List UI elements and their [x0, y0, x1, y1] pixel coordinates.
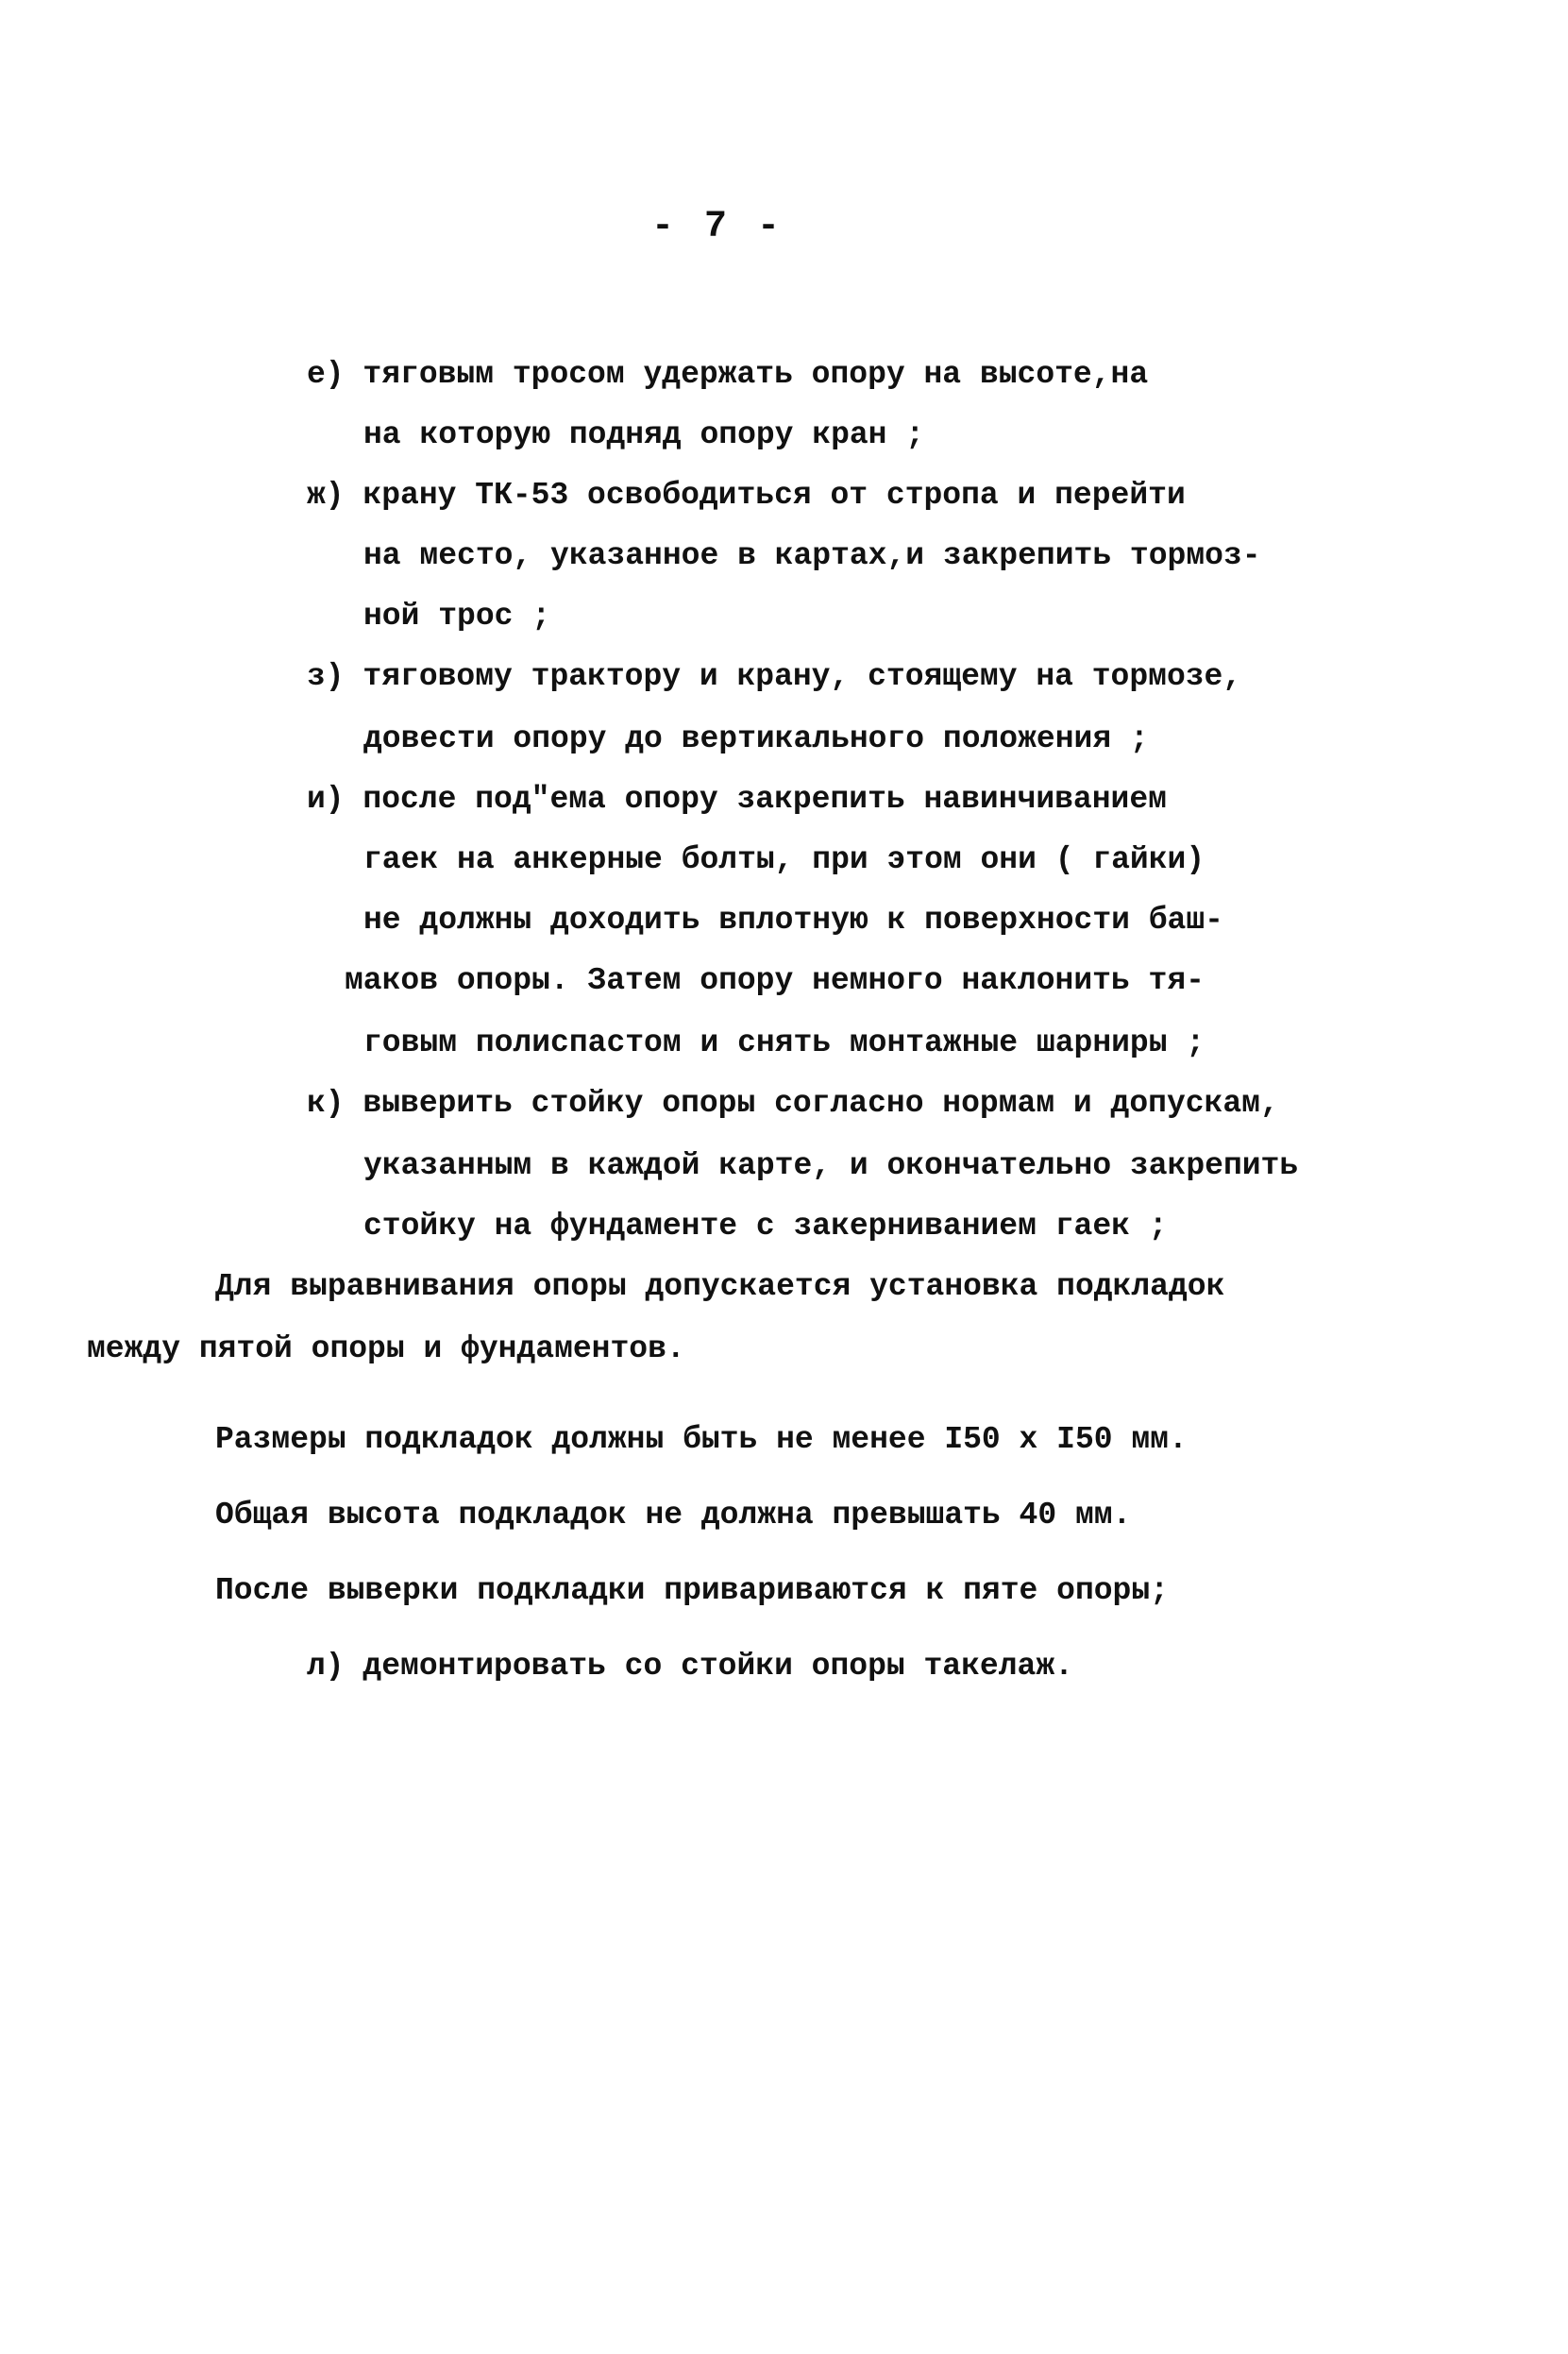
item-zh-line-3: ной трос ;: [363, 599, 551, 634]
item-i-line-3: не должны доходить вплотную к поверхности баш-: [363, 903, 1223, 938]
note-pad-size: Размеры подкладок должны быть не менее I50 x I50 мм.: [215, 1422, 1188, 1457]
page-number: - 7 -: [651, 206, 784, 248]
item-zh-line-2: на место, указанное в картах,и закрепить тормоз-: [363, 538, 1261, 573]
item-z-line-1: з) тяговому трактору и крану, стоящему на тормозе,: [307, 659, 1242, 694]
note-pad-welding: После выверки подкладки привариваются к пяте опоры;: [215, 1573, 1169, 1608]
item-l-line-1: л) демонтировать со стойки опоры такелаж.: [307, 1649, 1073, 1684]
item-zh-line-1: ж) крану ТК-53 освободиться от стропа и перейти: [307, 478, 1186, 513]
item-i-line-4: маков опоры. Затем опору немного наклонить тя-: [345, 963, 1205, 998]
item-i-line-2: гаек на анкерные болты, при этом они ( гайки): [363, 842, 1206, 877]
item-e-line-2: на которую подняд опору кран ;: [363, 417, 925, 452]
note-pad-height: Общая высота подкладок не должна превышать 40 мм.: [215, 1498, 1132, 1533]
paragraph-line-2: между пятой опоры и фундаментов.: [87, 1331, 685, 1366]
item-k-line-3: стойку на фундаменте с закерниванием гаек ;: [363, 1209, 1168, 1244]
item-k-line-1: к) выверить стойку опоры согласно нормам и допускам,: [307, 1086, 1279, 1121]
item-e-line-1: е) тяговым тросом удержать опору на высоте,на: [307, 357, 1149, 392]
item-k-line-2: указанным в каждой карте, и окончательно закрепить: [363, 1148, 1299, 1183]
item-i-line-1: и) после под"ема опору закрепить навинчиванием: [307, 782, 1167, 817]
item-i-line-5: говым полиспастом и снять монтажные шарниры ;: [363, 1025, 1206, 1060]
paragraph-line-1: Для выравнивания опоры допускается установка подкладок: [215, 1269, 1225, 1304]
item-z-line-2: довести опору до вертикального положения ;: [363, 721, 1149, 756]
